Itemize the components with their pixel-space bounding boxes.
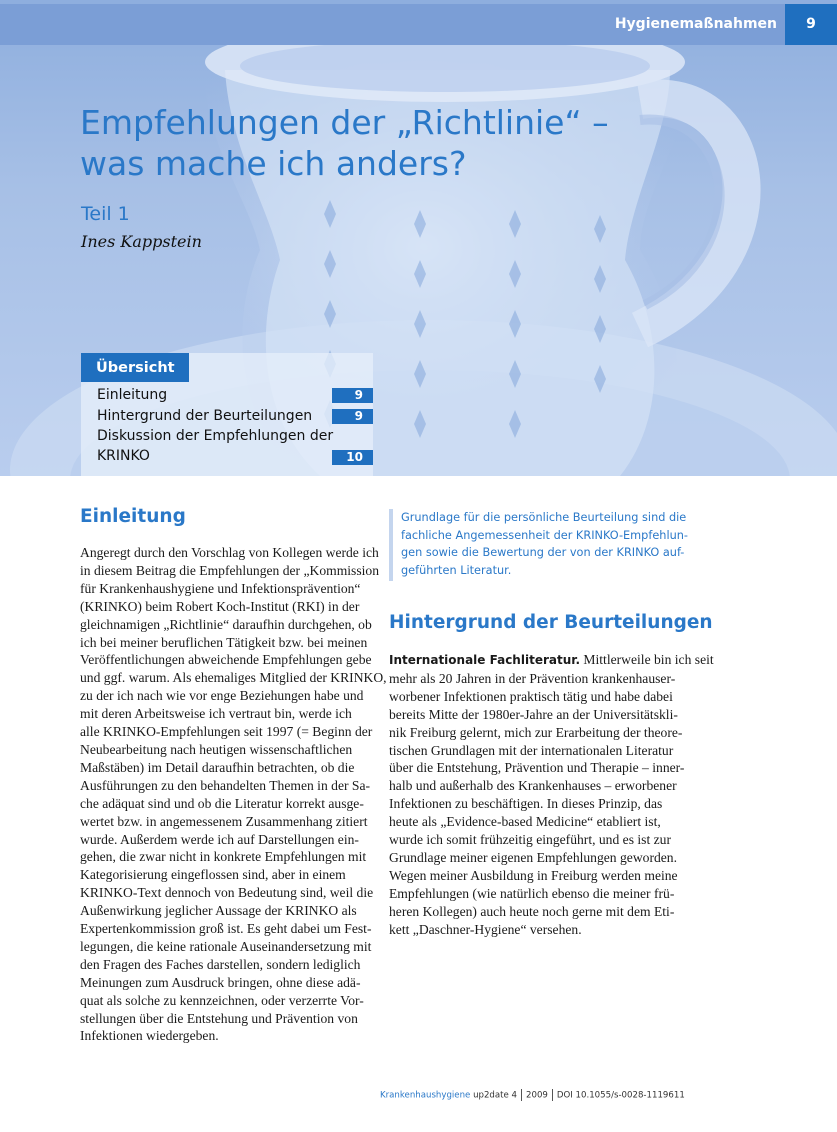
journal-name: Krankenhaushygiene bbox=[380, 1090, 471, 1101]
overview-item-line: Diskussion der Empfehlungen der bbox=[97, 428, 334, 444]
divider bbox=[521, 1089, 522, 1101]
text-line: Wegen meiner Ausbildung in Freiburg werden meine bbox=[389, 867, 678, 883]
text-line: heute als „Evidence-based Medicine“ etabliert ist, bbox=[389, 814, 661, 830]
journal-issue: up2date 4 bbox=[473, 1090, 518, 1101]
text-line: Infektionen wiedergeben. bbox=[80, 1028, 219, 1044]
text-line: Infektionen zu beschäftigen. In dieses Prinzip, das bbox=[389, 796, 663, 812]
text-line: und ggf. warum. Als ehemaliges Mitglied der KRINKO, bbox=[80, 670, 387, 686]
run-in-heading: Internationale Fachliteratur. bbox=[389, 653, 581, 667]
text-line: worbener Infektionen praktisch tätig und habe dabei bbox=[389, 688, 673, 704]
intro-paragraph bbox=[80, 544, 387, 1045]
section-heading-hintergrund: Hintergrund der Beurteilungen bbox=[389, 612, 713, 633]
text-line: Veröffentlichungen abweichende Empfehlungen gebe bbox=[80, 652, 372, 668]
text-line: stellungen über die Entstehung und Prävention von bbox=[80, 1010, 358, 1026]
text-line: wertet bzw. in angemessenem Zusammenhang zitiert bbox=[80, 813, 368, 829]
text-line: Neubearbeitung nach heutigen wissenschaftlichen bbox=[80, 741, 353, 757]
text-line: Kategorisierung eingeflossen sind, aber in einem bbox=[80, 867, 346, 883]
text-line: quat als solche zu kennzeichnen, oder verzerrte Vor- bbox=[80, 992, 364, 1008]
text-line bbox=[389, 651, 714, 670]
doi: DOI 10.1055/s-0028-1119611 bbox=[556, 1090, 685, 1101]
section-title: Hygienemaßnahmen bbox=[614, 16, 777, 32]
overview-page-number: 9 bbox=[332, 409, 373, 424]
text-line: Meinungen zum Ausdruck bringen, ohne diese adä- bbox=[80, 974, 361, 990]
text-line: in diesem Beitrag die Empfehlungen der „Kommission bbox=[80, 562, 379, 578]
background-paragraph bbox=[389, 651, 714, 939]
lead-callout bbox=[389, 509, 689, 581]
journal-year: 2009 bbox=[526, 1090, 548, 1101]
text-line: für Krankenhaushygiene und Infektionsprävention“ bbox=[80, 580, 361, 596]
text-line: gen sowie die Bewertung der von der KRINKO auf- bbox=[401, 546, 685, 560]
overview-box bbox=[81, 353, 373, 476]
text-line: Außenwirkung jeglicher Aussage der KRINKO als bbox=[80, 903, 357, 919]
text-line: (KRINKO) beim Robert Koch-Institut (RKI) in der bbox=[80, 598, 360, 614]
divider bbox=[552, 1089, 553, 1101]
page-number: 9 bbox=[785, 4, 837, 45]
overview-item-hintergrund[interactable]: Hintergrund der Beurteilungen bbox=[97, 408, 313, 424]
overview-page-number: 9 bbox=[332, 388, 373, 403]
overview-item-einleitung[interactable]: Einleitung bbox=[97, 387, 168, 403]
overview-item-diskussion[interactable] bbox=[97, 426, 333, 466]
text-line: mehr als 20 Jahren in der Prävention krankenhauser- bbox=[389, 670, 676, 686]
hero-image bbox=[0, 0, 837, 476]
text-line: mit deren Arbeitsweise ich vertraut bin, werde ich bbox=[80, 706, 352, 722]
text-line: Ausführungen zu den behandelten Themen in der Sa- bbox=[80, 777, 371, 793]
text-line: zu der ich nach wie vor enge Beziehungen habe und bbox=[80, 688, 364, 704]
text-line: geführten Literatur. bbox=[401, 563, 512, 577]
text-line: heren Kollegen) auch heute noch gerne mit dem Eti- bbox=[389, 903, 675, 919]
text-line: ich bei meiner beruflichen Tätigkeit bzw. bei meinen bbox=[80, 634, 368, 650]
text-line: wurde. Außerdem werde ich auf Darstellungen ein- bbox=[80, 831, 359, 847]
text-line: Grundlage meiner eigenen Empfehlungen geworden. bbox=[389, 849, 678, 865]
text-line: alle KRINKO-Empfehlungen seit 1997 (= Beginn der bbox=[80, 724, 373, 740]
text-line: tischen Grundlagen mit der internationalen Literatur bbox=[389, 742, 674, 758]
overview-heading: Übersicht bbox=[81, 353, 189, 382]
article-title bbox=[80, 102, 640, 184]
part-label: Teil 1 bbox=[81, 203, 130, 225]
title-line: Empfehlungen der „Richtlinie“ – bbox=[80, 103, 609, 142]
running-header bbox=[0, 4, 837, 45]
text-line: KRINKO-Text dennoch von Bedeutung sind, weil die bbox=[80, 885, 374, 901]
text-line: nik Freiburg gelernt, mich zur Erarbeitung der theore- bbox=[389, 724, 683, 740]
text-line: Empfehlungen (wie natürlich ebenso die meiner frü- bbox=[389, 885, 675, 901]
text-line: bereits Mitte der 1980er-Jahre an der Universitätskli- bbox=[389, 706, 678, 722]
page-footer bbox=[380, 1089, 700, 1101]
text-line: Angeregt durch den Vorschlag von Kollegen werde ich bbox=[80, 545, 379, 560]
overview-page-number: 10 bbox=[332, 450, 373, 465]
text-line: gleichnamigen „Richtlinie“ daraufhin durchgehen, ob bbox=[80, 616, 372, 632]
text-run: Mittlerweile bin ich seit bbox=[580, 652, 714, 667]
text-line: über die Entstehung, Prävention und Therapie – inner- bbox=[389, 760, 685, 776]
text-line: che adäquat sind und ob die Literatur korrekt ausge- bbox=[80, 795, 364, 811]
text-line: halb und außerhalb des Krankenhauses – erworbener bbox=[389, 778, 677, 794]
overview-item-line: KRINKO bbox=[97, 448, 150, 464]
text-line: gehen, die zwar nicht in konkrete Empfehlungen mit bbox=[80, 849, 367, 865]
text-line: Maßstäben) im Detail daraufhin betrachten, ob die bbox=[80, 759, 355, 775]
text-line: wurde ich somit frühzeitig eingeführt, und es ist zur bbox=[389, 832, 671, 848]
text-line: den Fragen des Faches darstellen, sondern lediglich bbox=[80, 956, 361, 972]
text-line: Grundlage für die persönliche Beurteilung sind die bbox=[401, 511, 687, 524]
text-line: fachliche Angemessenheit der KRINKO-Empfehlun- bbox=[401, 528, 688, 542]
title-line: was mache ich anders? bbox=[80, 144, 467, 183]
text-line: Expertenkommission groß ist. Es geht dabei um Fest- bbox=[80, 921, 372, 937]
text-line: kett „Daschner-Hygiene“ versehen. bbox=[389, 921, 582, 937]
author-name: Ines Kappstein bbox=[81, 232, 202, 251]
section-heading-einleitung: Einleitung bbox=[80, 506, 186, 527]
text-line: legungen, die keine rationale Auseinandersetzung mit bbox=[80, 938, 372, 954]
